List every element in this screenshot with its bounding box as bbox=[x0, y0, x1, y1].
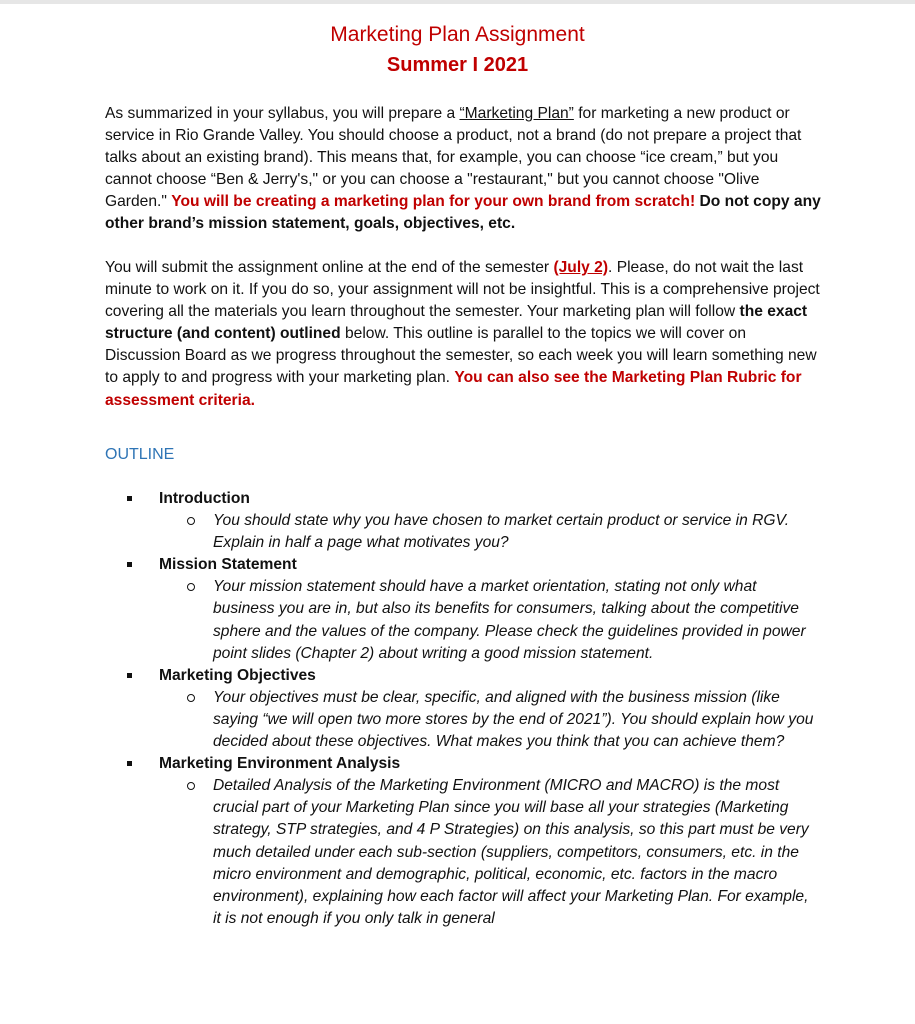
rubric-note: You can also see the Marketing Plan Rubric for assessment criteria. bbox=[105, 369, 802, 409]
square-bullet-icon bbox=[127, 761, 132, 766]
section-detail: Your mission statement should have a market orientation, stating not only what business you are in, but also its benefits for consumers, talking about the competitive sphere and the values of the company. Please check the guidelines provided in power point slides (Chapter 2) about writing a good mission statement. bbox=[213, 578, 806, 662]
p1-bold-emphasis: Do not copy any other brand’s mission statement, goals, objectives, etc. bbox=[105, 193, 821, 233]
outline-heading: OUTLINE bbox=[105, 446, 175, 463]
p1-red-emphasis: You will be creating a marketing plan for your own brand from scratch! bbox=[171, 193, 696, 211]
section-title: Mission Statement bbox=[159, 556, 297, 574]
section-detail: Detailed Analysis of the Marketing Environment (MICRO and MACRO) is the most crucial part of your Marketing Plan since you will base all your strategies (Marketing strategy, STP strategies, and 4 P Strategies) on this analysis, so this part must be very much detailed under each sub-section (suppliers, competitors, consumers, etc. in the micro environment and demographic, political, economic, etc. factors in the macro environment), explaining how each factor will affect your Marketing Plan. For example, it is not enough if you only talk in general bbox=[213, 777, 809, 927]
section-title: Marketing Objectives bbox=[159, 666, 316, 684]
outline-section-environment-analysis bbox=[0, 753, 915, 930]
section-title: Introduction bbox=[159, 490, 250, 507]
circle-bullet-icon bbox=[187, 517, 195, 525]
p2-text-c: below. This outline is parallel to the topics we will cover on Discussion Board as we progress throughout the semester, so each week you will learn something new to apply to and progress with your marketing plan. bbox=[105, 325, 817, 387]
document-subtitle: Summer I 2021 bbox=[386, 54, 529, 76]
due-date: (July 2) bbox=[553, 259, 609, 276]
section-title: Marketing Environment Analysis bbox=[159, 755, 401, 773]
square-bullet-icon bbox=[127, 673, 132, 678]
intro-paragraph-1 bbox=[105, 103, 825, 236]
p2-bold-emphasis: the exact structure (and content) outlined bbox=[105, 303, 808, 343]
circle-bullet-icon bbox=[187, 782, 195, 790]
p2-text-b: . Please, do not wait the last minute to work on it. If you do so, your assignment will not be insightful. This is a comprehensive project covering all the materials you learn throughout the semester. Your marketing plan will follow bbox=[105, 259, 820, 321]
circle-bullet-icon bbox=[187, 583, 195, 591]
section-detail: Your objectives must be clear, specific, and aligned with the business mission (like saying “we will open two more stores by the end of 2021”). You should explain how you decided about these objectives. What makes you think that you can achieve them? bbox=[213, 688, 814, 751]
intro-paragraph-2 bbox=[105, 257, 825, 412]
p2-text-a: You will submit the assignment online at the end of the semester bbox=[105, 259, 554, 276]
section-detail: You should state why you have chosen to market certain product or service in RGV. Explain in half a page what motivates you? bbox=[213, 512, 790, 552]
marketing-plan-link[interactable]: “Marketing Plan” bbox=[459, 105, 574, 122]
outline-section-introduction bbox=[0, 488, 915, 554]
document-title: Marketing Plan Assignment bbox=[330, 23, 585, 46]
p1-text-b: for marketing a new product or service in Rio Grande Valley. You should choose a product, not a brand (do not prepare a project that talks about an existing brand). This means that, for example, you can choose “ice cream,” but you cannot choose “Ben & Jerry's," or you can choose a "restaurant," but you cannot choose "Olive Garden." bbox=[105, 105, 802, 211]
p1-text-a: As summarized in your syllabus, you will prepare a bbox=[105, 105, 460, 122]
outline-list bbox=[0, 488, 915, 930]
square-bullet-icon bbox=[127, 562, 132, 567]
outline-section-marketing-objectives bbox=[0, 665, 915, 753]
square-bullet-icon bbox=[127, 496, 132, 501]
circle-bullet-icon bbox=[187, 694, 195, 702]
outline-section-mission-statement bbox=[0, 554, 915, 664]
